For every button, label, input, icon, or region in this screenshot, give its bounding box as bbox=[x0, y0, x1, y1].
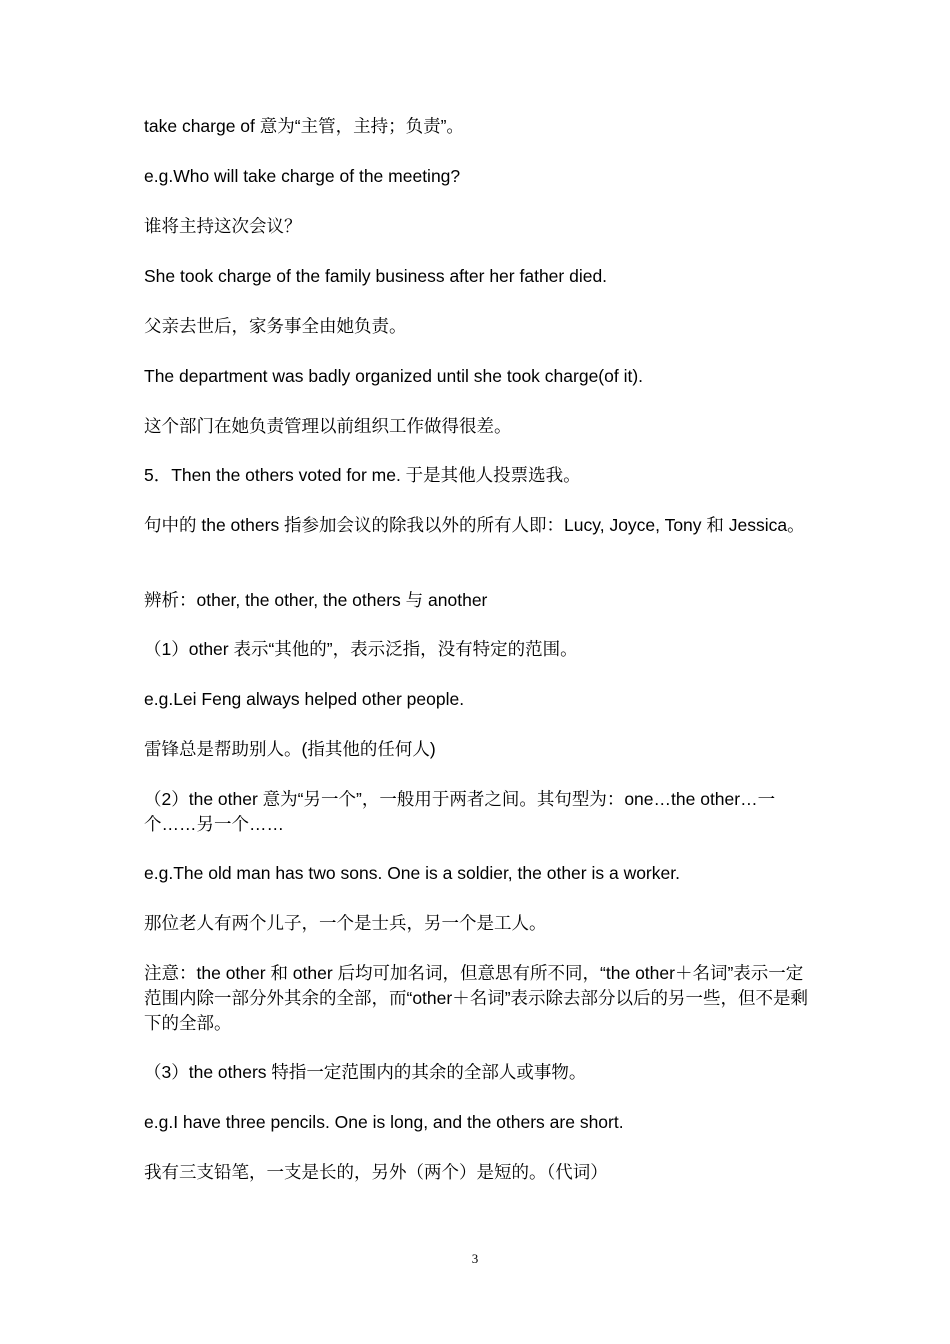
paragraph-item-5-heading: 5．Then the others voted for me. 于是其他人投票选我。 bbox=[144, 465, 581, 485]
paragraph-translation-family-business: 父亲去世后，家务事全由她负责。 bbox=[144, 316, 407, 336]
paragraph-translation-meeting: 谁将主持这次会议？ bbox=[144, 216, 302, 236]
paragraph-note-the-other-vs-other: 注意：the other 和 other 后均可加名词，但意思有所不同，“the other＋名词”表示一定范围内除一部分外其余的全部，而“other＋名词”表示除去部分以后的另一些，但不是剩下的全部。 bbox=[144, 963, 809, 1033]
paragraph-example-lei-feng: e.g.Lei Feng always helped other people. bbox=[144, 689, 465, 709]
paragraph-example-meeting: e.g.Who will take charge of the meeting? bbox=[144, 166, 461, 186]
paragraph-example-family-business: She took charge of the family business after her father died. bbox=[144, 266, 608, 286]
paragraph-translation-two-sons: 那位老人有两个儿子，一个是士兵，另一个是工人。 bbox=[144, 913, 547, 933]
paragraph-comparison-heading: 辨析：other, the other, the others 与 another bbox=[144, 590, 488, 610]
paragraph-the-others-explanation: 句中的 the others 指参加会议的除我以外的所有人即：Lucy, Joyce, Tony 和 Jessica。 bbox=[144, 515, 805, 535]
paragraph-point-1-other: （1）other 表示“其他的”，表示泛指，没有特定的范围。 bbox=[144, 639, 578, 659]
paragraph-example-two-sons: e.g.The old man has two sons. One is a soldier, the other is a worker. bbox=[144, 863, 680, 883]
paragraph-example-pencils: e.g.I have three pencils. One is long, and the others are short. bbox=[144, 1112, 624, 1132]
paragraph-translation-department: 这个部门在她负责管理以前组织工作做得很差。 bbox=[144, 416, 512, 436]
paragraph-point-2-the-other: （2）the other 意为“另一个”，一般用于两者之间。其句型为：one…the other…一个……另一个…… bbox=[144, 789, 776, 834]
paragraph-take-charge-definition: take charge of 意为“主管，主持；负责”。 bbox=[144, 116, 464, 136]
paragraph-point-3-the-others: （3）the others 特指一定范围内的其余的全部人或事物。 bbox=[144, 1062, 587, 1082]
paragraph-translation-pencils: 我有三支铅笔，一支是长的，另外（两个）是短的。（代词） bbox=[144, 1162, 608, 1182]
paragraph-example-department: The department was badly organized until she took charge(of it). bbox=[144, 366, 644, 386]
paragraph-translation-lei-feng: 雷锋总是帮助别人。(指其他的任何人) bbox=[144, 739, 436, 759]
page-number: 3 bbox=[471, 1251, 479, 1266]
